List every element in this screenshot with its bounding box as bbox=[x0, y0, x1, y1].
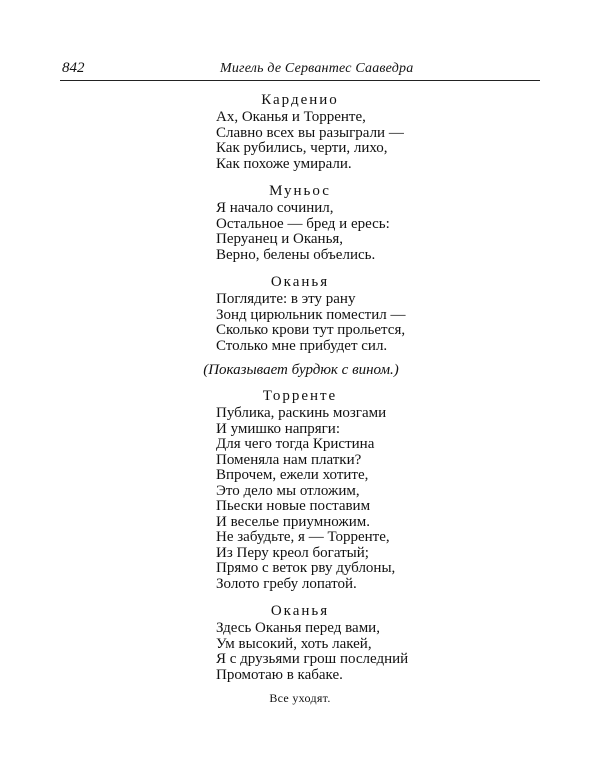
verse-line: Золото гребу лопатой. bbox=[216, 575, 357, 592]
verse-line: Не забудьте, я — Торренте, bbox=[216, 529, 390, 545]
verse-line: Славно всех вы разыграли — bbox=[216, 124, 404, 141]
stage-direction: (Показывает бурдюк с вином.) bbox=[203, 362, 399, 378]
speaker-ocana-2: Оканья bbox=[270, 603, 330, 619]
running-title: Мигель де Сервантес Сааведра bbox=[220, 61, 414, 76]
verse-line: Зонд цирюльник поместил — bbox=[216, 306, 406, 323]
verse-munos bbox=[216, 201, 600, 263]
verse-line: Сколько крови тут прольется, bbox=[216, 322, 406, 338]
speaker-munos: Муньос bbox=[269, 183, 331, 199]
verse-line: Ах, Оканья и Торренте, bbox=[216, 109, 366, 125]
play-text bbox=[0, 90, 600, 706]
verse-ocana-2 bbox=[216, 621, 600, 683]
verse-line: И умишко напряги: bbox=[216, 420, 340, 437]
verse-ocana-1 bbox=[216, 292, 600, 354]
header-rule bbox=[60, 80, 540, 81]
verse-line: Промотаю в кабаке. bbox=[216, 666, 343, 683]
verse-line: Ум высокий, хоть лакей, bbox=[216, 635, 372, 652]
verse-line: Поменяла нам платки? bbox=[216, 451, 362, 468]
verse-line: Верно, белены объелись. bbox=[216, 246, 376, 263]
verse-line: Я с друзьями грош последний bbox=[216, 651, 409, 667]
verse-line: Это дело мы отложим, bbox=[216, 482, 360, 499]
verse-line: Публика, раскинь мозгами bbox=[216, 405, 387, 421]
verse-line: Для чего тогда Кристина bbox=[216, 436, 375, 452]
verse-line: Остальное — бред и ересь: bbox=[216, 215, 390, 232]
verse-line: И веселье приумножим. bbox=[216, 513, 370, 530]
verse-line: Столько мне прибудет сил. bbox=[216, 337, 388, 354]
verse-line: Поглядите: в эту рану bbox=[216, 291, 356, 307]
verse-line: Пьески новые поставим bbox=[216, 498, 371, 514]
speaker-cardenio: Карденио bbox=[261, 92, 339, 108]
speaker-ocana-1: Оканья bbox=[270, 274, 330, 290]
speaker-torrente: Торренте bbox=[262, 388, 338, 404]
closing-stage-direction: Все уходят. bbox=[269, 691, 331, 705]
verse-torrente bbox=[216, 406, 600, 592]
verse-line: Из Перу креол богатый; bbox=[216, 544, 369, 561]
verse-line: Как рубились, черти, лихо, bbox=[216, 140, 388, 156]
verse-line: Перуанец и Оканья, bbox=[216, 231, 344, 247]
page-number: 842 bbox=[62, 60, 85, 76]
verse-line: Как похоже умирали. bbox=[216, 155, 352, 172]
verse-cardenio bbox=[216, 110, 600, 172]
verse-line: Я начало сочинил, bbox=[216, 200, 334, 216]
verse-line: Здесь Оканья перед вами, bbox=[216, 620, 380, 636]
verse-line: Прямо с веток рву дублоны, bbox=[216, 560, 396, 576]
verse-line: Впрочем, ежели хотите, bbox=[216, 467, 369, 483]
